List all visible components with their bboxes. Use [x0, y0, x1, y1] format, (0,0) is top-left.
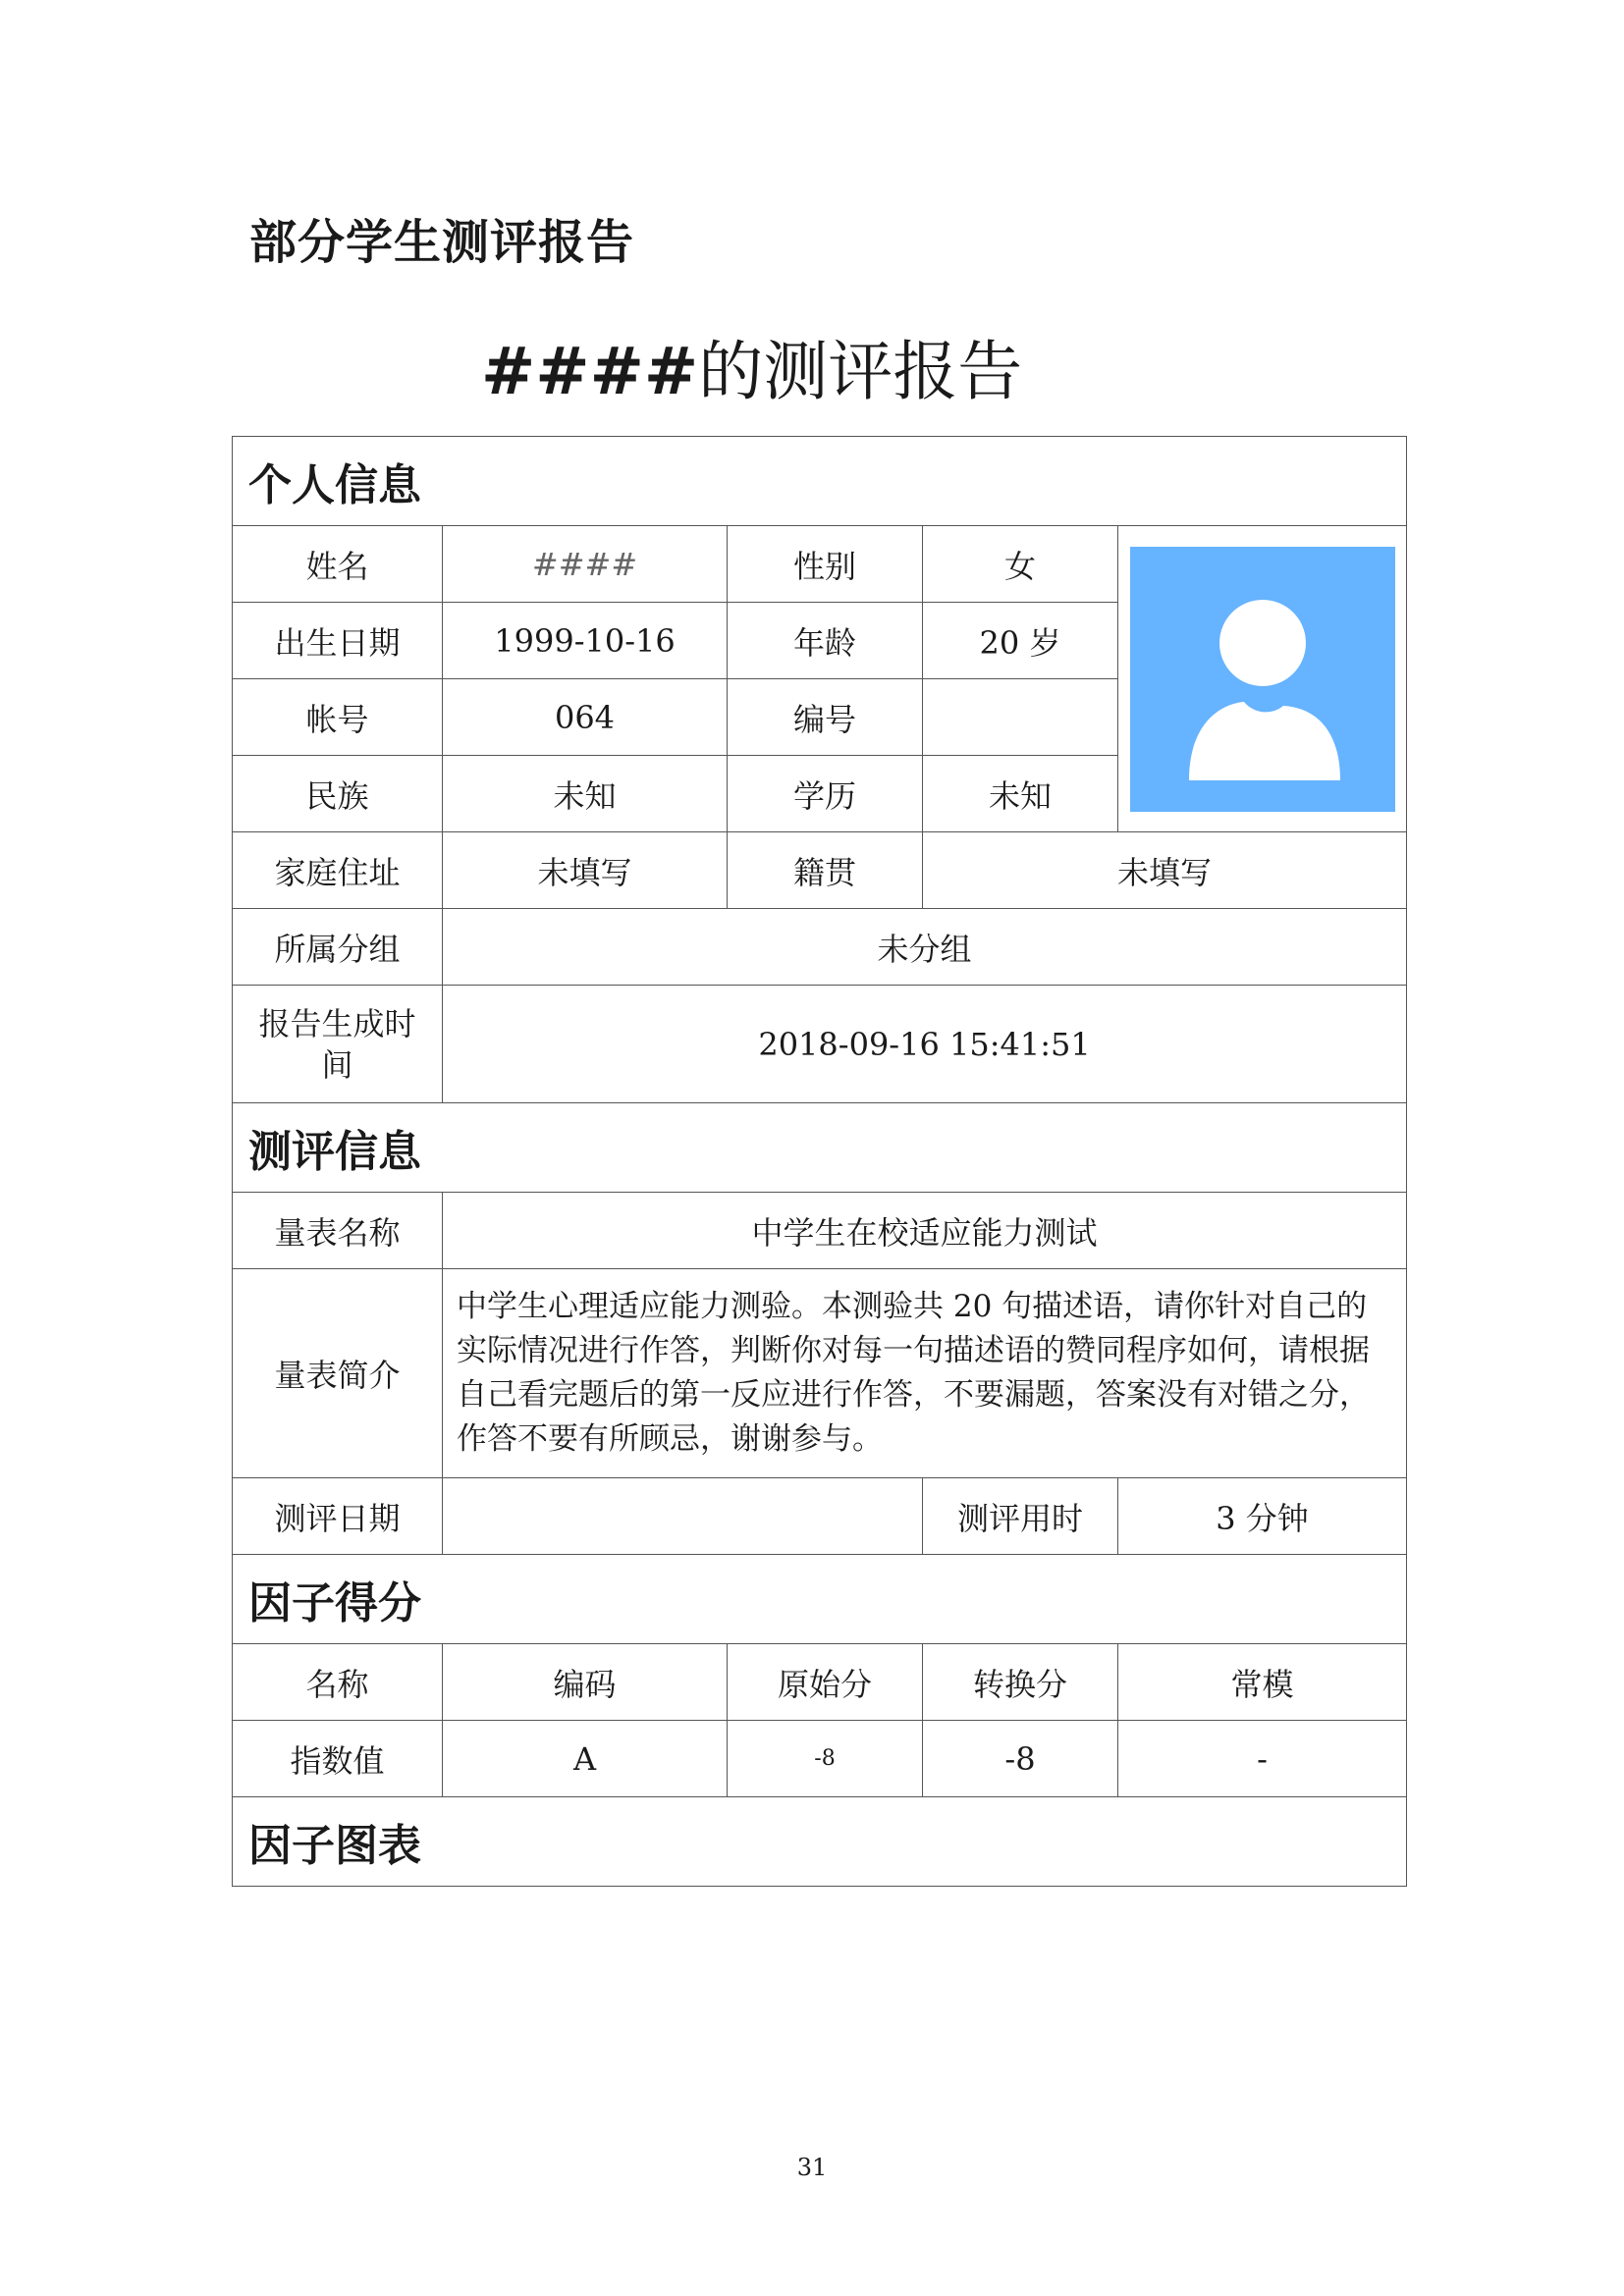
native-place-value: 未填写	[923, 832, 1407, 909]
column-header-raw-score: 原始分	[728, 1644, 923, 1721]
name-label: 姓名	[233, 526, 443, 603]
generated-time-label-line2: 间	[321, 1045, 353, 1084]
education-value: 未知	[923, 756, 1118, 832]
column-header-name: 名称	[233, 1644, 443, 1721]
table-row	[233, 1721, 1407, 1797]
generated-time-label-line1: 报告生成时	[258, 1004, 416, 1042]
ethnicity-label: 民族	[233, 756, 443, 832]
age-label: 年龄	[728, 603, 923, 679]
page-number: 31	[796, 2154, 828, 2181]
photo-cell	[1118, 526, 1407, 832]
scale-name-value: 中学生在校适应能力测试	[443, 1193, 1407, 1269]
duration-value: 3 分钟	[1118, 1478, 1407, 1555]
factor-code: A	[443, 1721, 728, 1797]
scale-name-label: 量表名称	[233, 1193, 443, 1269]
name-value: ####	[443, 526, 728, 603]
account-label: 帐号	[233, 679, 443, 756]
generated-time-label	[233, 986, 443, 1103]
birth-label: 出生日期	[233, 603, 443, 679]
factor-converted-score: -8	[923, 1721, 1118, 1797]
number-value	[923, 679, 1118, 756]
report-title	[481, 319, 1022, 412]
birth-value: 1999-10-16	[443, 603, 728, 679]
column-header-norm: 常模	[1118, 1644, 1407, 1721]
column-header-converted-score: 转换分	[923, 1644, 1118, 1721]
generated-time-value: 2018-09-16 15:41:51	[443, 986, 1407, 1103]
assessment-date-value	[443, 1478, 923, 1555]
factor-raw-score: -8	[728, 1721, 923, 1797]
address-value: 未填写	[443, 832, 728, 909]
group-label: 所属分组	[233, 909, 443, 986]
address-label: 家庭住址	[233, 832, 443, 909]
scale-intro-label: 量表简介	[233, 1269, 443, 1478]
group-value: 未分组	[443, 909, 1407, 986]
factor-chart-header: 因子图表	[233, 1797, 1407, 1887]
education-label: 学历	[728, 756, 923, 832]
factor-name: 指数值	[233, 1721, 443, 1797]
account-value: 064	[443, 679, 728, 756]
duration-label: 测评用时	[923, 1478, 1118, 1555]
ethnicity-value: 未知	[443, 756, 728, 832]
report-table	[232, 436, 1407, 1887]
native-place-label: 籍贯	[728, 832, 923, 909]
scale-intro-value: 中学生心理适应能力测验。本测验共 20 句描述语，请你针对自己的实际情况进行作答，判断你对每一句描述语的赞同程序如何，请根据自己看完题后的第一反应进行作答，不要漏题，答案没有对错之分，作答不要有所顾忌，谢谢参与。	[443, 1269, 1407, 1478]
personal-info-header: 个人信息	[233, 437, 1407, 526]
factor-score-header: 因子得分	[233, 1555, 1407, 1644]
assessment-info-header: 测评信息	[233, 1103, 1407, 1193]
gender-label: 性别	[728, 526, 923, 603]
page-heading: 部分学生测评报告	[249, 215, 635, 270]
assessment-date-label: 测评日期	[233, 1478, 443, 1555]
report-title-suffix: 的测评报告	[698, 334, 1023, 409]
user-silhouette-icon	[1130, 547, 1395, 812]
avatar	[1130, 547, 1395, 812]
number-label: 编号	[728, 679, 923, 756]
age-value: 20 岁	[923, 603, 1118, 679]
factor-norm: -	[1118, 1721, 1407, 1797]
column-header-code: 编码	[443, 1644, 728, 1721]
report-title-name: ####	[481, 333, 699, 409]
gender-value: 女	[923, 526, 1118, 603]
